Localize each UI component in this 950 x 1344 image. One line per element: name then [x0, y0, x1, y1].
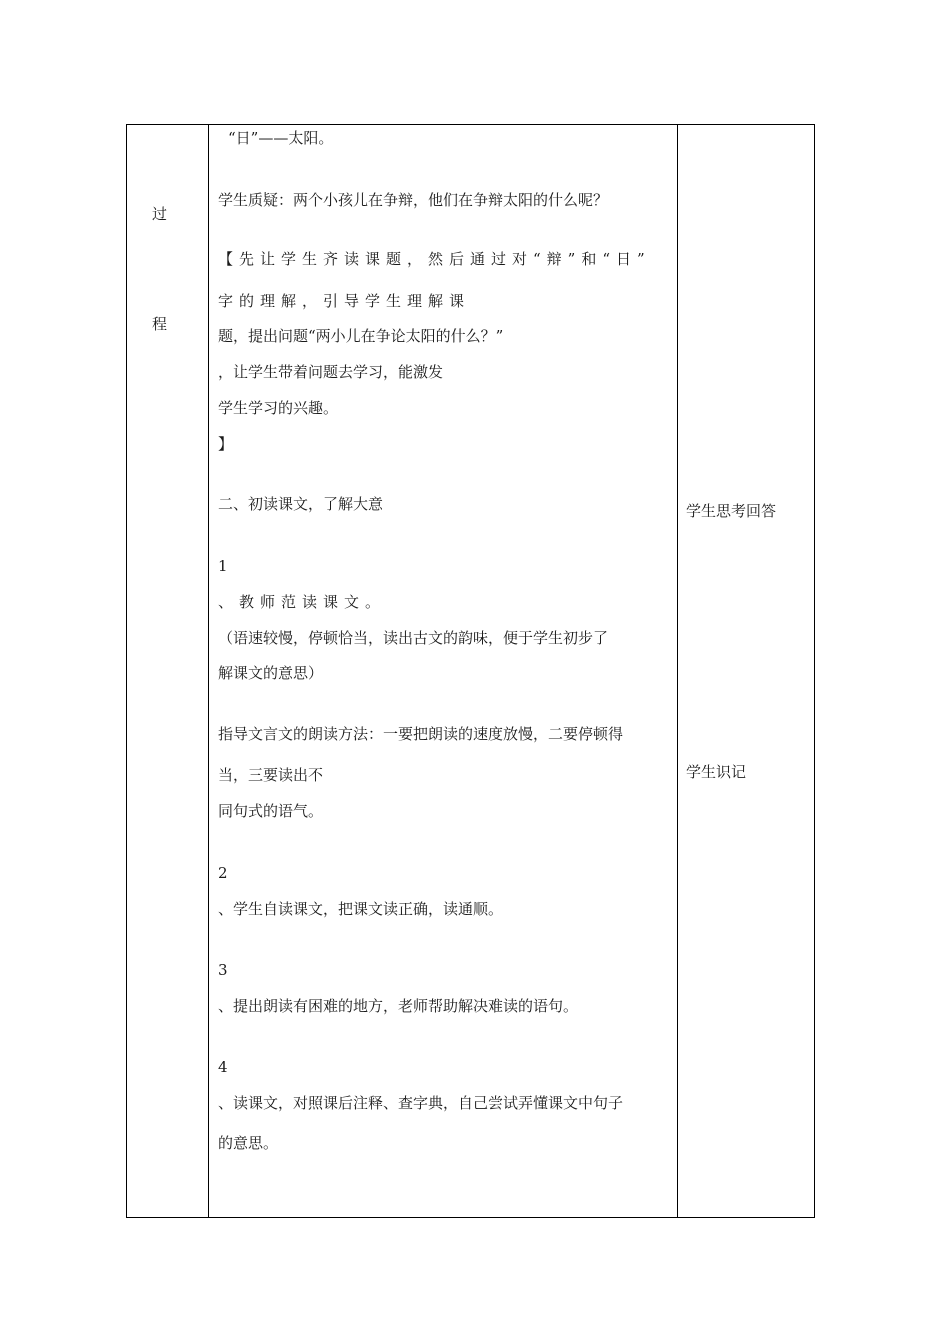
text-line: 指导文言文的朗读方法：一要把朗读的速度放慢，二要停顿得 [218, 725, 624, 743]
text-line: 题，提出问题“两小儿在争论太阳的什么？” [218, 327, 504, 345]
text-line: 解课文的意思） [218, 664, 324, 682]
column-divider-right [677, 125, 678, 1217]
column-divider-left [208, 125, 209, 1217]
student-activity: 学生识记 [686, 763, 747, 781]
section-label-char: 过 [152, 205, 168, 223]
text-line: ，让学生带着问题去学习，能激发 [218, 363, 444, 381]
text-line: 、学生自读课文，把课文读正确，读通顺。 [218, 900, 504, 918]
text-line: 、读课文，对照课后注释、查字典，自己尝试弄懂课文中句子 [218, 1094, 624, 1112]
text-line: 学生质疑：两个小孩儿在争辩，他们在争辩太阳的什么呢？ [218, 191, 609, 209]
text-line: “日”——太阳。 [228, 129, 334, 147]
section-label-char: 程 [152, 315, 168, 333]
item-number: 3 [218, 961, 228, 979]
text-line: 、提出朗读有困难的地方，老师帮助解决难读的语句。 [218, 997, 579, 1015]
item-number: 2 [218, 864, 228, 882]
item-number: 4 [218, 1058, 228, 1076]
text-line: 的意思。 [218, 1134, 279, 1152]
text-line: 、教师范读课文。 [218, 593, 387, 611]
student-activity: 学生思考回答 [686, 502, 777, 520]
text-line: 字的理解，引导学生理解课 [218, 292, 471, 310]
item-number: 1 [218, 557, 228, 575]
section-heading: 二、初读课文，了解大意 [218, 495, 384, 513]
text-line: 学生学习的兴趣。 [218, 399, 339, 417]
text-line: （语速较慢，停顿恰当，读出古文的韵味，便于学生初步了 [218, 629, 609, 647]
text-line: 】 [218, 435, 234, 453]
text-line: 【先让学生齐读课题，然后通过对“辩”和“日” [218, 250, 651, 268]
text-line: 当，三要读出不 [218, 766, 324, 784]
text-line: 同句式的语气。 [218, 802, 324, 820]
